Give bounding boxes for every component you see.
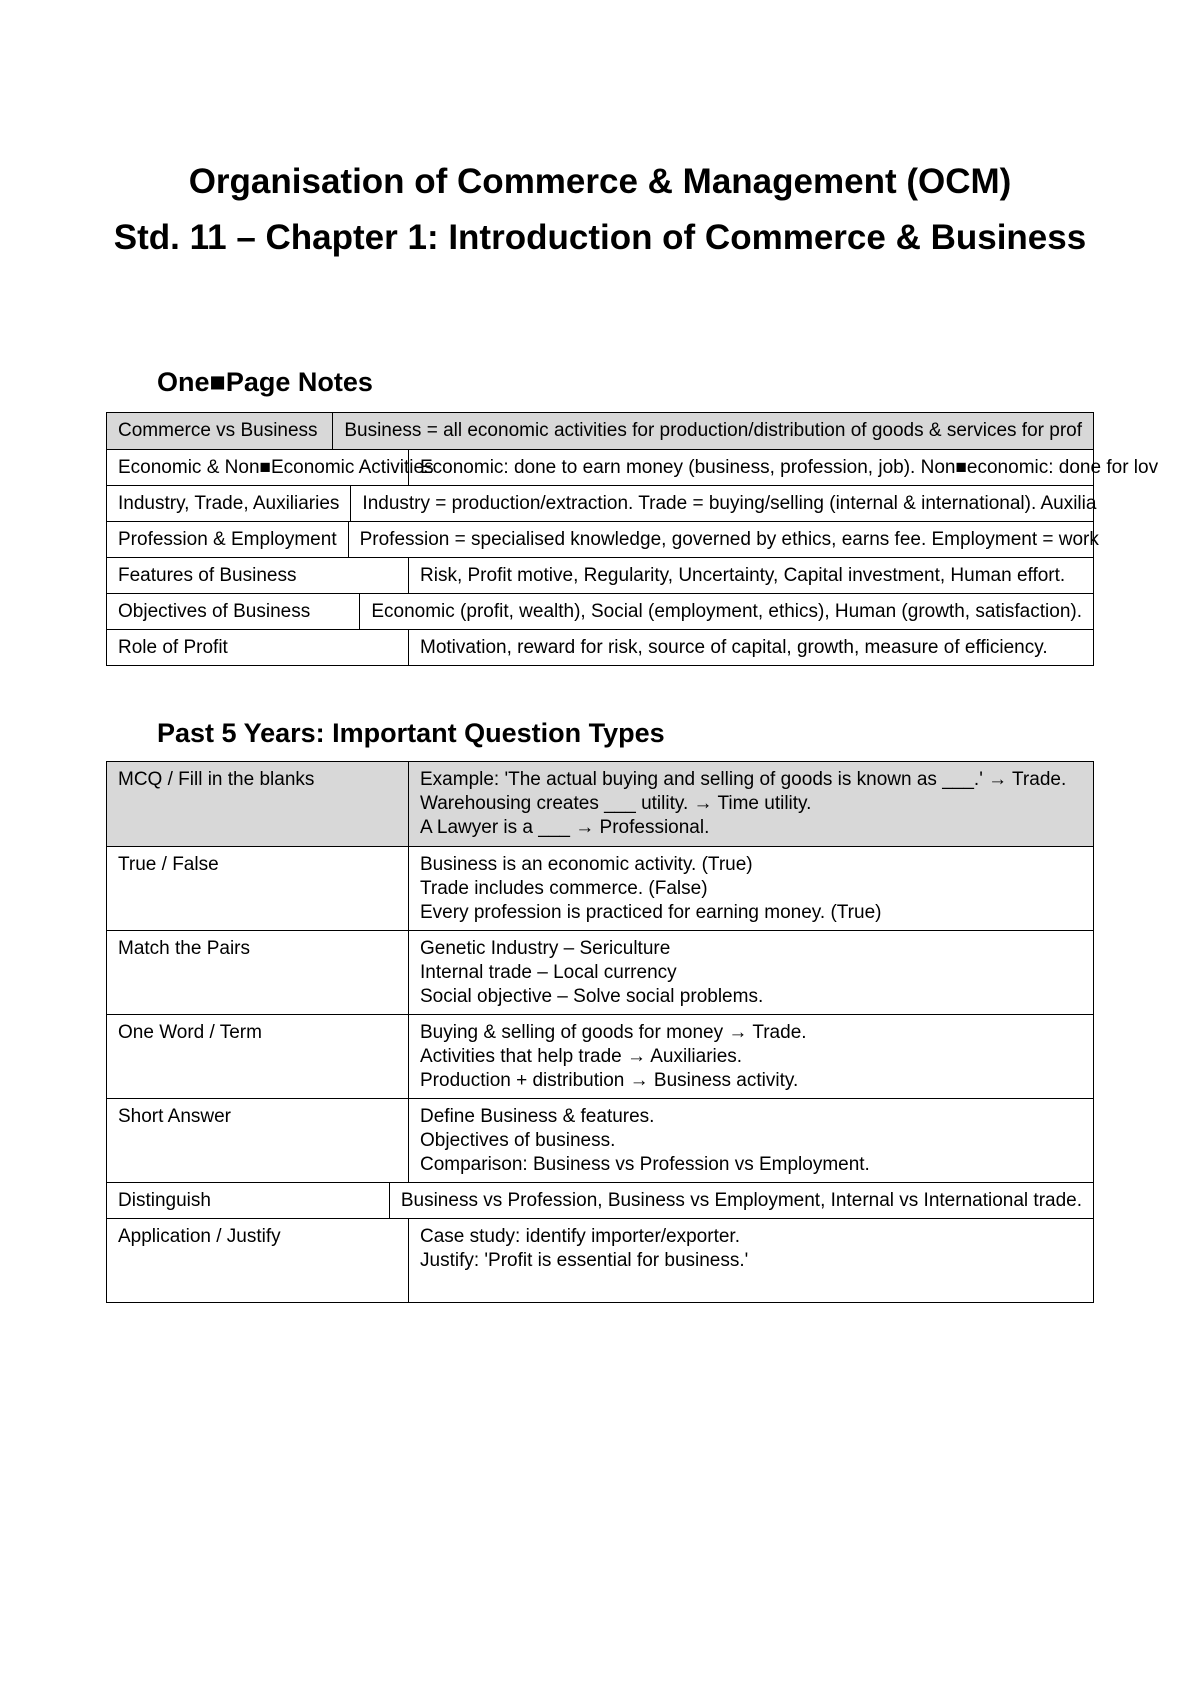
notes-topic: Commerce vs Business (107, 413, 333, 449)
question-type-label: Match the Pairs (107, 931, 409, 1014)
notes-row (107, 629, 1093, 665)
question-type-row (107, 1098, 1093, 1182)
example-line: Objectives of business. (420, 1130, 616, 1151)
question-type-label: One Word / Term (107, 1015, 409, 1098)
example-line: Business is an economic activity. (True) (420, 854, 753, 875)
question-type-label: MCQ / Fill in the blanks (107, 762, 409, 846)
notes-detail: Profession = specialised knowledge, governed by ethics, earns fee. Employment = work (359, 529, 1099, 550)
example-line: Genetic Industry – Sericulture (420, 938, 671, 959)
notes-topic: Objectives of Business (107, 594, 360, 629)
question-type-examples (409, 1015, 1093, 1098)
notes-detail: Business = all economic activities for production/distribution of goods & services for prof (344, 420, 1082, 441)
notes-table (106, 412, 1159, 666)
question-type-row (107, 846, 1093, 930)
question-types-heading: Past 5 Years: Important Question Types (157, 718, 665, 748)
question-type-examples (409, 931, 1093, 1014)
question-type-examples (409, 1099, 1093, 1182)
example-line: Production + distribution → Business activity. (420, 1070, 799, 1091)
example-line: A Lawyer is a ___ → Professional. (420, 817, 710, 838)
example-line: Internal trade – Local currency (420, 962, 677, 983)
question-type-row (107, 1218, 1093, 1302)
example-line: Warehousing creates ___ utility. → Time utility. (420, 793, 812, 814)
example-line: Example: 'The actual buying and selling of goods is known as ___.' → Trade. (420, 769, 1067, 790)
notes-detail: Economic (profit, wealth), Social (employment, ethics), Human (growth, satisfaction). (371, 601, 1082, 622)
notes-row (107, 485, 1097, 521)
example-line: Define Business & features. (420, 1106, 655, 1127)
question-type-label: Short Answer (107, 1099, 409, 1182)
question-type-row (107, 930, 1093, 1014)
question-types-table (106, 761, 1094, 1303)
document-title: Organisation of Commerce & Management (OCM) (188, 162, 1012, 201)
example-line: Trade includes commerce. (False) (420, 878, 708, 899)
question-type-label: Application / Justify (107, 1219, 409, 1302)
question-type-label: True / False (107, 847, 409, 930)
notes-heading: One■Page Notes (157, 367, 373, 397)
notes-detail: Industry = production/extraction. Trade = buying/selling (internal & international). Auxilia (362, 493, 1097, 514)
example-line: Buying & selling of goods for money → Trade. (420, 1022, 807, 1043)
document-subtitle: Std. 11 – Chapter 1: Introduction of Commerce & Business (113, 218, 1087, 257)
notes-row (107, 413, 1093, 449)
notes-row (107, 521, 1099, 557)
example-line: Comparison: Business vs Profession vs Employment. (420, 1154, 870, 1175)
question-type-row (107, 762, 1093, 846)
example-line: Case study: identify importer/exporter. (420, 1226, 740, 1247)
example-line: Justify: 'Profit is essential for business.' (420, 1250, 749, 1271)
notes-row (107, 593, 1093, 629)
notes-topic: Economic & Non■Economic Activities (107, 450, 409, 485)
question-type-row (107, 1182, 1093, 1218)
question-type-examples (390, 1183, 1093, 1218)
notes-detail: Risk, Profit motive, Regularity, Uncertainty, Capital investment, Human effort. (420, 565, 1066, 586)
notes-topic: Role of Profit (107, 630, 409, 665)
question-type-label: Distinguish (107, 1183, 390, 1218)
notes-topic: Industry, Trade, Auxiliaries (107, 486, 351, 521)
notes-row (107, 449, 1159, 485)
example-line: Business vs Profession, Business vs Employment, Internal vs International trade. (400, 1190, 1082, 1211)
question-type-row (107, 1014, 1093, 1098)
notes-topic: Features of Business (107, 558, 409, 593)
notes-detail: Motivation, reward for risk, source of capital, growth, measure of efficiency. (420, 637, 1048, 658)
example-line: Social objective – Solve social problems. (420, 986, 764, 1007)
question-type-examples (409, 762, 1093, 846)
question-type-examples (409, 847, 1093, 930)
notes-row (107, 557, 1093, 593)
question-type-examples (409, 1219, 1093, 1302)
example-line: Activities that help trade → Auxiliaries. (420, 1046, 743, 1067)
notes-detail: Economic: done to earn money (business, profession, job). Non■economic: done for lov (420, 457, 1159, 478)
example-line: Every profession is practiced for earning money. (True) (420, 902, 882, 923)
notes-topic: Profession & Employment (107, 522, 349, 557)
